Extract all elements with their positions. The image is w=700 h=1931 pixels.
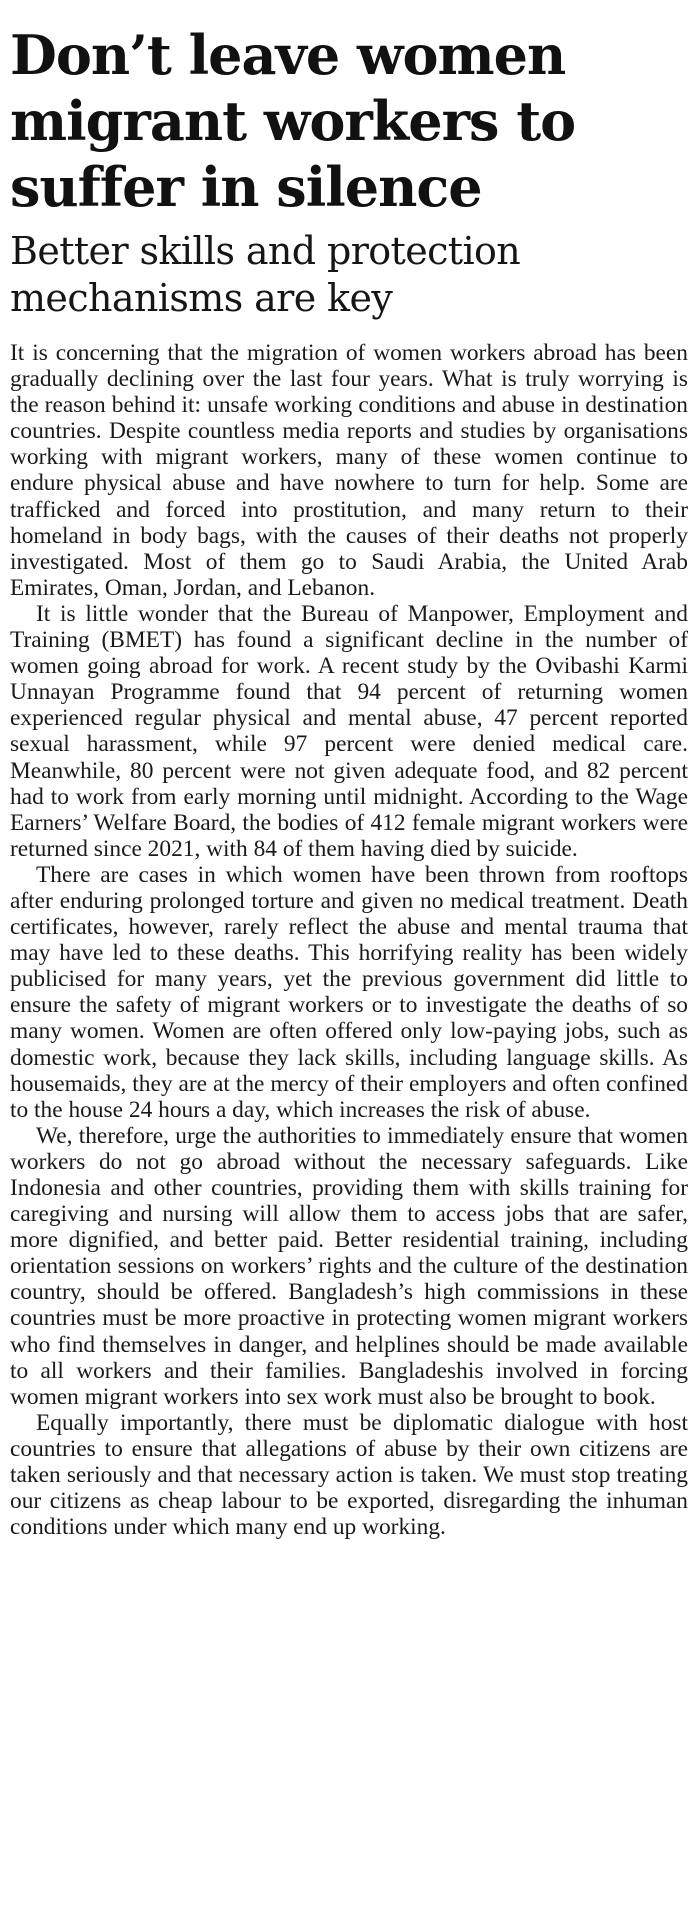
paragraph-1: It is concerning that the migration of women workers abroad has been gradually declining over the last four years. What is truly worrying is the reason behind it: unsafe working conditions and abuse in destination countries. Despite countless media reports and studies by organisations working with migrant workers, many of these women continue to endure physical abuse and have nowhere to turn for help. Some are trafficked and forced into prostitution, and many return to their homeland in body bags, with the causes of their deaths not properly investigated. Most of them go to Saudi Arabia, the United Arab Emirates, Oman, Jordan, and Lebanon.	[10, 340, 688, 601]
paragraph-3: There are cases in which women have been thrown from rooftops after enduring prolonged torture and given no medical treatment. Death certificates, however, rarely reflect the abuse and mental trauma that may have led to these deaths. This horrifying reality has been widely publicised for many years, yet the previous government did little to ensure the safety of migrant workers or to investigate the deaths of so many women. Women are often offered only low-paying jobs, such as domestic work, because they lack skills, including language skills. As housemaids, they are at the mercy of their employers and often confined to the house 24 hours a day, which increases the risk of abuse.	[10, 861, 688, 1123]
paragraph-4: We, therefore, urge the authorities to immediately ensure that women workers do not go abroad without the necessary safeguards. Like Indonesia and other countries, providing them with skills training for caregiving and nursing will allow them to access jobs that are safer, more dignified, and better paid. Better residential training, including orientation sessions on workers’ rights and the culture of the destination country, should be offered. Bangladesh’s high commissions in these countries must be more proactive in protecting women migrant workers who find themselves in danger, and helplines should be made available to all workers and their families. Bangladeshis involved in forcing women migrant workers into sex work must also be brought to book.	[10, 1122, 688, 1410]
paragraph-5: Equally importantly, there must be diplomatic dialogue with host countries to ensure that allegations of abuse by their own citizens are taken seriously and that necessary action is taken. We must stop treating our citizens as cheap labour to be exported, disregarding the inhuman conditions under which many end up working.	[10, 1409, 688, 1541]
headline: Don’t leave women migrant workers to suffer in silence	[10, 23, 576, 219]
subheadline: Better skills and protection mechanisms are key	[10, 229, 521, 320]
paragraph-2: It is little wonder that the Bureau of Manpower, Employment and Training (BMET) has found a significant decline in the number of women going abroad for work. A recent study by the Ovibashi Karmi Unnayan Programme found that 94 percent of returning women experienced regular physical and mental abuse, 47 percent reported sexual harassment, while 97 percent were denied medical care. Meanwhile, 80 percent were not given adequate food, and 82 percent had to work from early morning until midnight. According to the Wage Earners’ Welfare Board, the bodies of 412 female migrant workers were returned since 2021, with 84 of them having died by suicide.	[10, 600, 688, 862]
article-body	[10, 340, 688, 1540]
editorial-article	[10, 0, 688, 1540]
